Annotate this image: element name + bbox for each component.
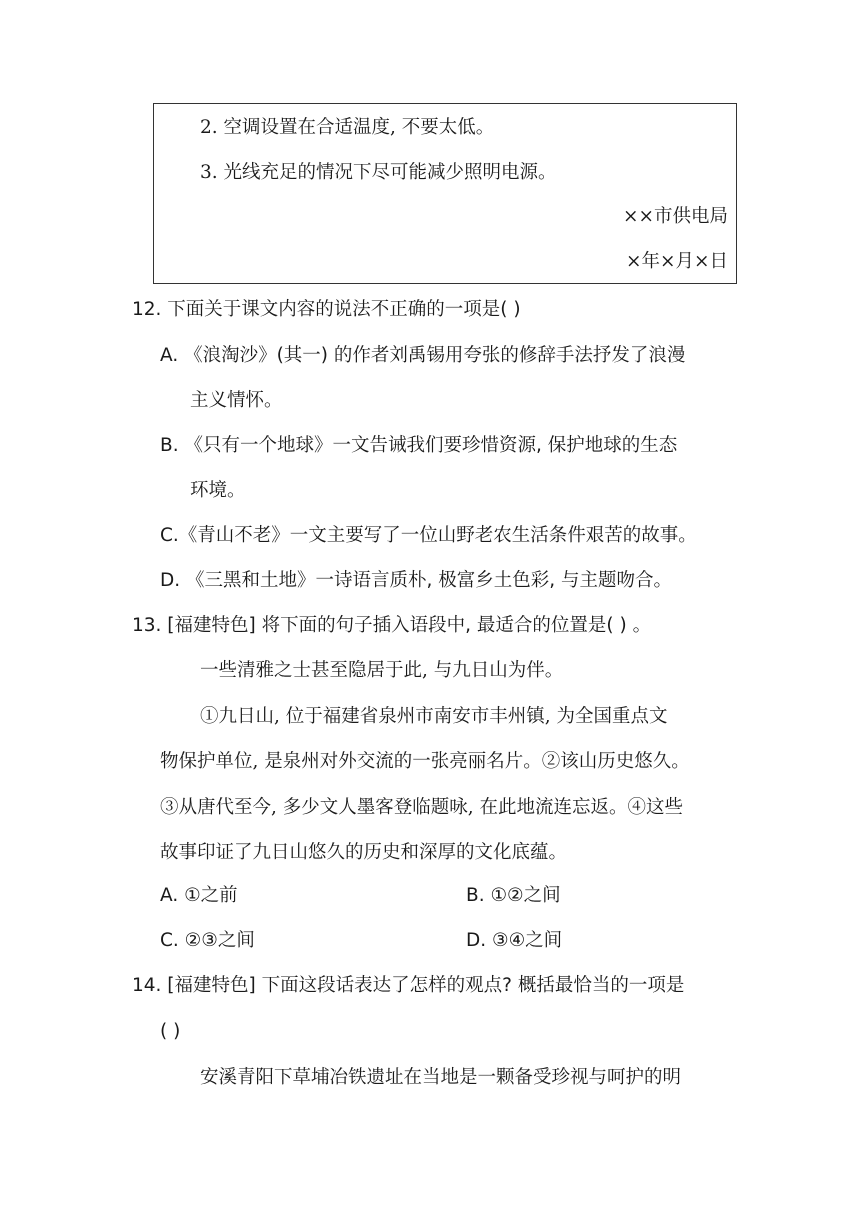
notice-signature: ××市供电局 (622, 206, 728, 227)
question-13-option-c: C. ②③之间 (160, 930, 255, 951)
question-13-paragraph-line: 故事印证了九日山悠久的历史和深厚的文化底蕴。 (160, 842, 568, 863)
question-13-paragraph-line: 物保护单位, 是泉州对外交流的一张亮丽名片。②该山历史悠久。 (160, 751, 690, 772)
notice-item-3: 3. 光线充足的情况下尽可能减少照明电源。 (200, 162, 557, 183)
question-13-paragraph-line: ①九日山, 位于福建省泉州市南安市丰州镇, 为全国重点文 (200, 706, 668, 727)
notice-item-2: 2. 空调设置在合适温度, 不要太低。 (200, 117, 495, 138)
question-12-stem: 12. 下面关于课文内容的说法不正确的一项是( ) (132, 299, 521, 320)
question-13-sentence: 一些清雅之士甚至隐居于此, 与九日山为伴。 (200, 660, 564, 681)
question-12-option-c: C.《青山不老》一文主要写了一位山野老农生活条件艰苦的故事。 (160, 525, 697, 546)
question-14-paragraph-line: 安溪青阳下草埔冶铁遗址在当地是一颗备受珍视与呵护的明 (200, 1067, 682, 1088)
question-13-option-a: A. ①之前 (160, 885, 238, 906)
question-12-option-a: A. 《浪淘沙》(其一) 的作者刘禹锡用夸张的修辞手法抒发了浪漫 (160, 345, 686, 366)
question-14-stem: 14. [福建特色] 下面这段话表达了怎样的观点? 概括最恰当的一项是 (132, 975, 685, 996)
question-13-stem: 13. [福建特色] 将下面的句子插入语段中, 最适合的位置是( ) 。 (132, 615, 652, 636)
question-12-option-d: D. 《三黑和土地》一诗语言质朴, 极富乡土色彩, 与主题吻合。 (160, 570, 673, 591)
question-12-option-b-cont: 环境。 (190, 480, 246, 501)
question-14-answer-paren: ( ) (160, 1021, 181, 1042)
question-12-option-b: B. 《只有一个地球》一文告诫我们要珍惜资源, 保护地球的生态 (160, 435, 678, 456)
notice-date: ×年×月×日 (625, 251, 728, 272)
question-13-option-b: B. ①②之间 (466, 885, 561, 906)
question-13-paragraph-line: ③从唐代至今, 多少文人墨客登临题咏, 在此地流连忘返。④这些 (160, 797, 684, 818)
question-12-option-a-cont: 主义情怀。 (190, 390, 283, 411)
question-13-option-d: D. ③④之间 (466, 930, 563, 951)
